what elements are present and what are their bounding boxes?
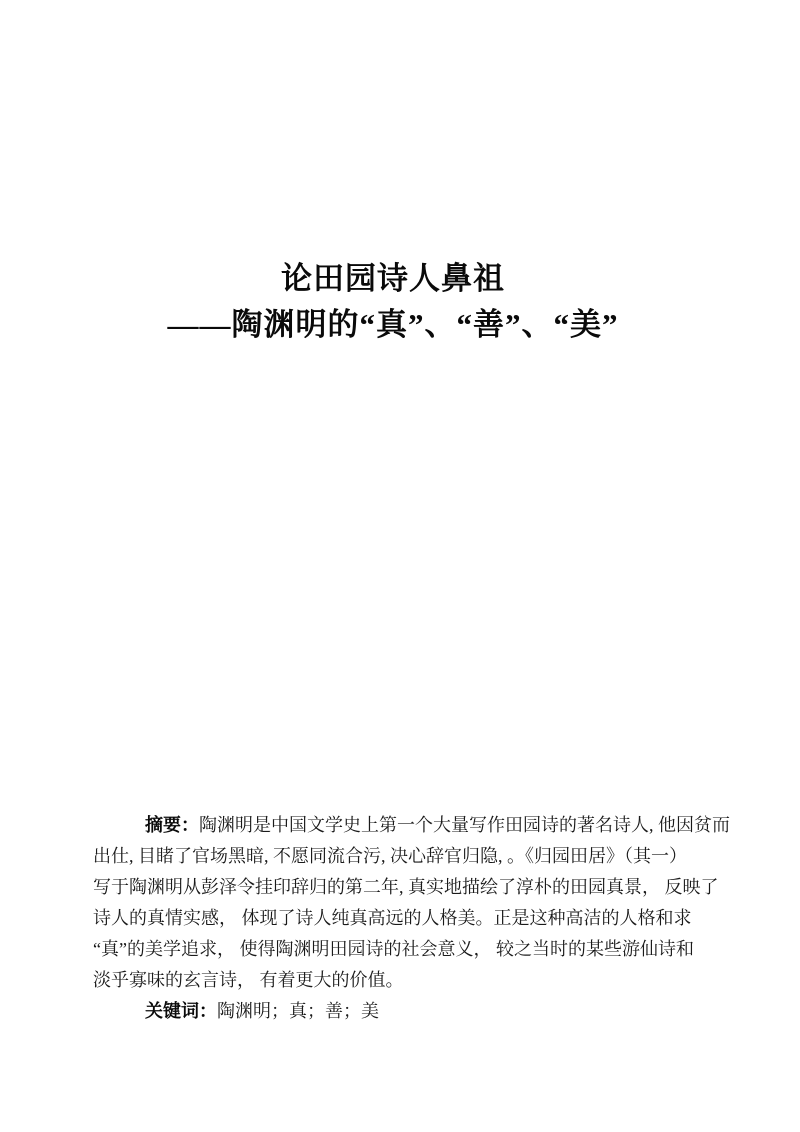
title-line-2: ——陶渊明的“真”、“善”、“美” (167, 307, 619, 342)
abstract-line: “真”的美学追求， 使得陶渊明田园诗的社会意义， 较之当时的某些游仙诗和 (93, 939, 694, 959)
abstract-line: 淡乎寡味的玄言诗， 有着更大的价值。 (93, 970, 404, 990)
keywords-text: 陶渊明；真；善；美 (217, 1001, 379, 1021)
abstract-text: 陶渊明是中国文学史上第一个大量写作田园诗的著名诗人, 他因贫而 (199, 815, 730, 835)
keywords-line (93, 996, 693, 1027)
abstract-line: 诗人的真情实感， 体现了诗人纯真高远的人格美。正是这种高洁的人格和求 (93, 908, 692, 928)
abstract-line: 写于陶渊明从彭泽令挂印辞归的第二年, 真实地描绘了淳朴的田园真景， 反映了 (93, 877, 719, 897)
abstract-label: 摘要： (145, 815, 199, 835)
document-title (93, 256, 693, 348)
abstract-line: 出仕, 目睹了官场黑暗, 不愿同流合污, 决心辞官归隐, 。《归园田居》（其一） (93, 846, 687, 866)
keywords-label: 关键词： (145, 1001, 217, 1021)
abstract-section (93, 810, 730, 1027)
title-line-1: 论田园诗人鼻祖 (281, 261, 505, 296)
abstract-line (93, 810, 730, 841)
